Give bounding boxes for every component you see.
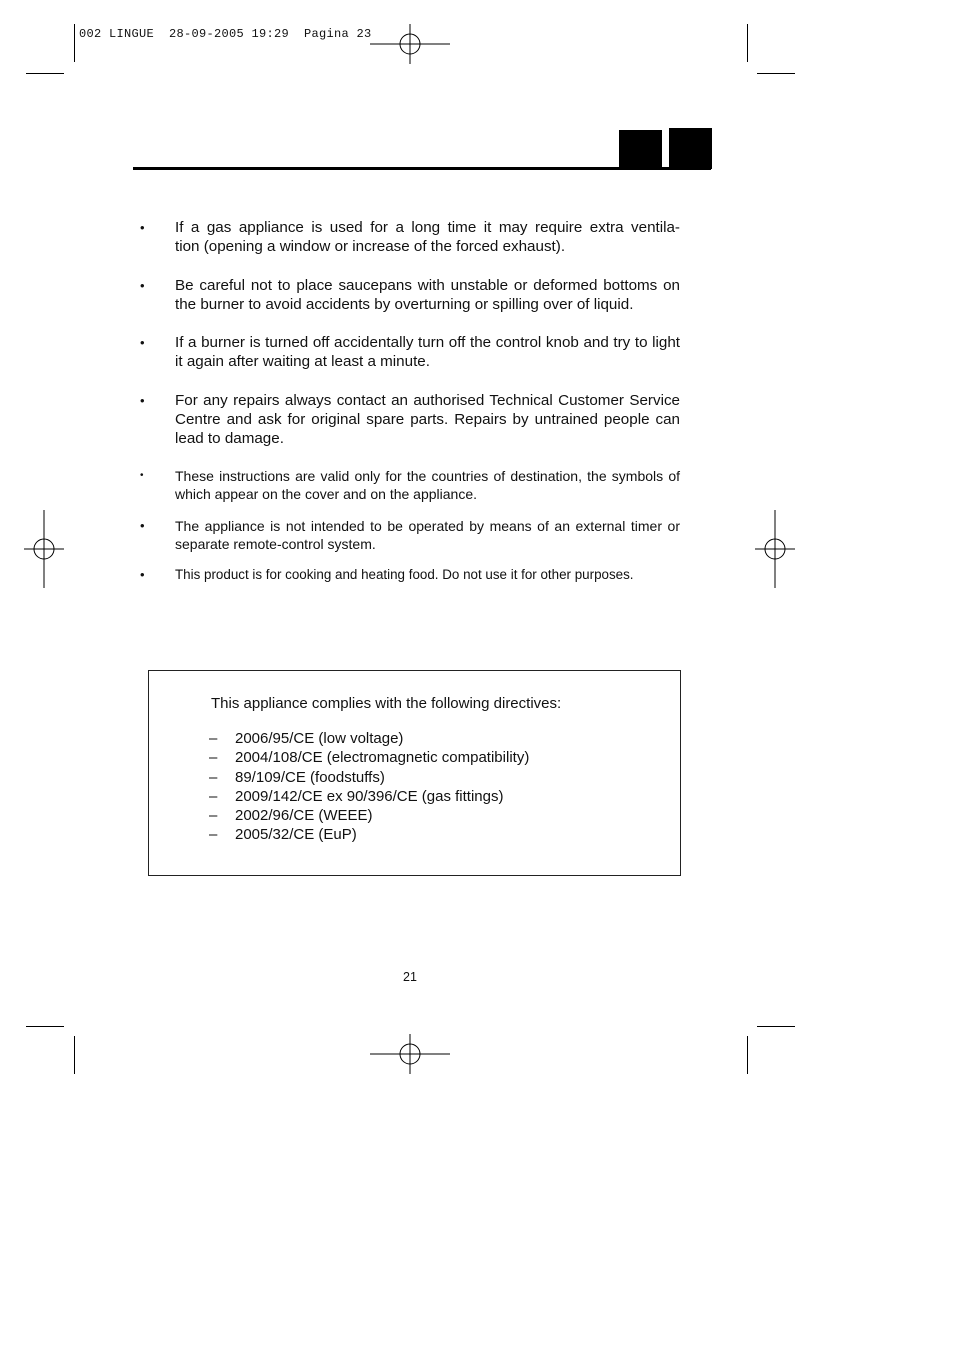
list-item (140, 333, 680, 372)
directive-item (209, 806, 529, 825)
directive-item (209, 825, 529, 844)
directive-item (209, 787, 529, 806)
page-number: 21 (403, 970, 417, 984)
directive-item (209, 768, 529, 787)
crop-mark-bottom-right-h (757, 1026, 795, 1027)
directive-text: 89/109/CE (foodstuffs) (235, 768, 385, 786)
bullet-dot: • (140, 392, 145, 408)
bullet-dot: • (140, 277, 145, 293)
note-text: This product is for cooking and heating food. Do not use it for other purposes. (175, 566, 634, 582)
note-text: If a burner is turned off accidentally turn off the control knob and try to light it again after waiting at least a minute. (175, 334, 680, 371)
printer-slug: 002 LINGUE 28-09-2005 19:29 Pagina 23 (79, 27, 372, 41)
dash: – (209, 768, 218, 786)
dash: – (209, 787, 218, 805)
directive-text: 2005/32/CE (EuP) (235, 826, 357, 844)
dash: – (209, 749, 218, 767)
list-item (140, 218, 680, 257)
crop-mark-top-left-v (74, 24, 75, 62)
note-text: Be careful not to place saucepans with unstable or deformed bottoms on the burner to avoid accidents by overturning or spilling over of liquid. (175, 276, 680, 313)
crop-mark-top-left-h (26, 73, 64, 74)
list-item (140, 391, 680, 449)
dash: – (209, 730, 218, 747)
directive-text: 2004/108/CE (electromagnetic compatibility) (235, 749, 530, 767)
safety-notes-list (140, 218, 680, 584)
bullet-dot: • (140, 566, 145, 582)
registration-mark-top (370, 24, 450, 64)
crop-mark-bottom-left-h (26, 1026, 64, 1027)
list-item (140, 517, 680, 554)
directives-list (209, 729, 529, 845)
bullet-dot: • (140, 220, 145, 235)
dash: – (209, 826, 218, 844)
directives-intro: This appliance complies with the following directives: (211, 695, 562, 712)
dash: – (209, 807, 218, 825)
crop-mark-bottom-right-v (747, 1036, 748, 1074)
registration-mark-right (755, 510, 795, 588)
directive-text: 2009/142/CE ex 90/396/CE (gas fittings) (235, 787, 504, 805)
directive-item (209, 729, 529, 748)
list-item (140, 566, 680, 584)
note-text (175, 218, 680, 257)
registration-mark-left (24, 510, 64, 588)
note-text: The appliance is not intended to be operated by means of an external timer or separate remote-control system. (175, 517, 680, 553)
list-item (140, 467, 680, 504)
directives-box (148, 670, 681, 876)
header-tab-left (619, 130, 662, 169)
crop-mark-bottom-left-v (74, 1036, 75, 1074)
bullet-dot: • (140, 517, 145, 533)
crop-mark-top-right-h (757, 73, 795, 74)
directive-item (209, 748, 529, 767)
header-tab-right (669, 128, 712, 169)
bullet-dot: • (140, 335, 145, 351)
note-line-2: tion (opening a window or increase of the forced exhaust). (175, 238, 566, 256)
bullet-dot: • (140, 469, 144, 481)
directive-text: 2006/95/CE (low voltage) (235, 730, 404, 747)
note-line-1: If a gas appliance is used for a long time it may require extra ventila- (175, 219, 680, 236)
directive-text: 2002/96/CE (WEEE) (235, 807, 373, 825)
note-text: These instructions are valid only for the countries of destination, the symbols of which appear on the cover and on the appliance. (175, 467, 680, 503)
list-item (140, 276, 680, 315)
note-text: For any repairs always contact an authorised Technical Customer Service Centre and ask for original spare parts. Repairs by untrained people can lead to damage. (175, 391, 680, 448)
crop-mark-top-right-v (747, 24, 748, 62)
registration-mark-bottom (370, 1034, 450, 1074)
